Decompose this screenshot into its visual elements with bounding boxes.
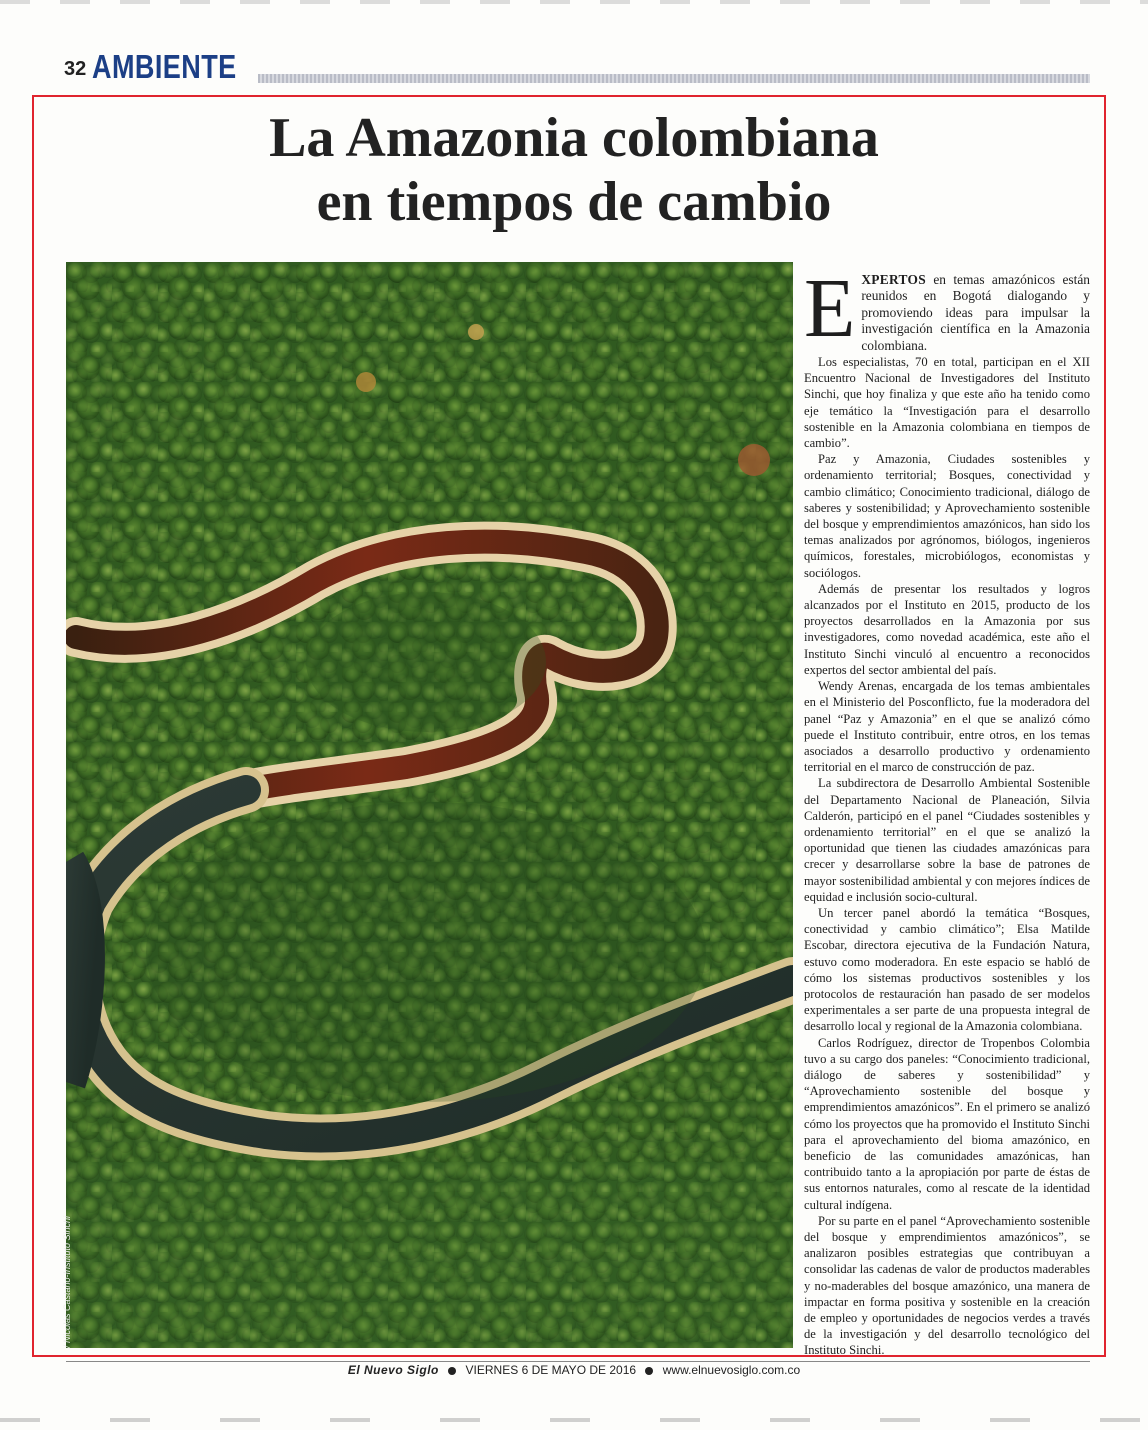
paragraph: Además de presentar los resultados y logros alcanzados por el Instituto en 2015, producto de los proyectos desarrollados en la Amazonia por sus investigadores, como novedad académica, este año el Instituto Sinchi vinculó al encuentro a reconocidos expertos del sector ambiental del país. bbox=[804, 581, 1090, 677]
bullet-icon bbox=[645, 1367, 653, 1375]
headline-line-2: en tiempos de cambio bbox=[316, 171, 832, 233]
photo-credit: / Nicolás Castaño-Instituto Sinchi bbox=[62, 1215, 72, 1348]
bullet-icon bbox=[448, 1367, 456, 1375]
footer-rule bbox=[66, 1361, 1090, 1362]
paragraph: Un tercer panel abordó la temática “Bosques, conectividad y cambio climático”; Elsa Matilde Escobar, directora ejecutiva de la Fundación Natura, estuvo como moderadora. En este espacio se habló de cómo los sistemas productivos sostenibles y los protocolos de restauración han pasado de ser modelos experimentales a ser parte de una propuesta integral de desarrollo local y regional de la Amazonia colombiana. bbox=[804, 905, 1090, 1034]
issue-date: VIERNES 6 DE MAYO DE 2016 bbox=[465, 1363, 637, 1377]
section-rule bbox=[258, 74, 1090, 83]
paragraph: Carlos Rodríguez, director de Tropenbos Colombia tuvo a su cargo dos paneles: “Conocimiento tradicional, diálogo de saberes y sostenibilidad” y “Aprovechamiento sostenible del bosque y emprendimientos amazónicos”. En el primero se analizó cómo los proyectos que ha promovido el Instituto Sinchi para el aprovechamiento del bioma amazónico, en beneficio de las comunidades amazónicas, han contribuido tanto a la apropiación por parte de éstas de sus entornos naturales, como al rescate de la identidad cultural indígena. bbox=[804, 1035, 1090, 1212]
section-title: AMBIENTE bbox=[92, 48, 237, 85]
paragraph: Wendy Arenas, encargada de los temas ambientales en el Ministerio del Posconflicto, fue la moderadora del panel “Paz y Amazonia” en el que se analizó cómo puede el Instituto contribuir, entre otros, en los temas asociados a desarrollo productivo y ordenamiento territorial en el marco de construcción de paz. bbox=[804, 679, 1090, 775]
newspaper-name: El Nuevo Siglo bbox=[347, 1363, 439, 1377]
page-edge-scraps bbox=[0, 1418, 1148, 1422]
paragraph: Los especialistas, 70 en total, participan en el XII Encuentro Nacional de Investigadores del Instituto Sinchi, que hoy finaliza y que este año ha tenido como eje temático la “Investigación para el desarrollo sostenible en la Amazonia colombiana en tiempos de cambio”. bbox=[804, 355, 1090, 451]
website-link[interactable]: www.elnuevosiglo.com.co bbox=[662, 1363, 801, 1377]
lead-paragraph bbox=[804, 262, 1090, 355]
lead-bold-word: XPERTOS bbox=[861, 272, 926, 287]
page-number: 32 bbox=[64, 58, 87, 80]
headline-line-1: La Amazonia colombiana bbox=[269, 107, 879, 169]
paragraph: Paz y Amazonia, Ciudades sostenibles y ordenamiento territorial; Bosques, conectividad y cambio climático; Conocimiento tradicional, diálogo de saberes y sostenibilidad; y Aprovechamiento sostenible del bosque y emprendimientos amazónicos, han sido los temas analizados por agrónomos, biólogos, ingenieros químicos, forestales, microbiólogos, economistas y sociólogos. bbox=[804, 452, 1090, 580]
lead-text: en temas amazónicos están reunidos en Bogotá dialogando y promoviendo ideas para impulsar la investigación científica en la Amazonia colombiana. bbox=[861, 272, 1090, 353]
drop-cap: E bbox=[804, 262, 856, 355]
headline bbox=[0, 106, 1148, 234]
aerial-river-photo bbox=[66, 262, 793, 1348]
page-footer bbox=[0, 1363, 1148, 1377]
photo-illustration bbox=[66, 262, 793, 1348]
paragraph: La subdirectora de Desarrollo Ambiental Sostenible del Departamento Nacional de Planeación, Silvia Calderón, participó en el panel “Ciudades sostenibles y ordenamiento territorial” en el que se analizó la oportunidad que tienen las ciudades amazónicas para crecer y desarrollarse sobre la base de patrones de mayor sostenibilidad ambiental y con mejores índices de equidad e inclusión socio-cultural. bbox=[804, 776, 1090, 904]
page-edge-scraps bbox=[0, 0, 1148, 4]
paragraph: Por su parte en el panel “Aprovechamiento sostenible del bosque y emprendimientos amazónicos”, se analizaron posibles estrategias que contribuyan a consolidar las cadenas de valor de productos maderables y no-maderables del bosque amazónico, una manera de impactar en forma positiva y sostenible en la creación de empleo y oportunidades de negocios verdes a través de la investigación y del desarrollo tecnológico del Instituto Sinchi. bbox=[804, 1213, 1090, 1358]
article-body bbox=[804, 262, 1090, 1359]
